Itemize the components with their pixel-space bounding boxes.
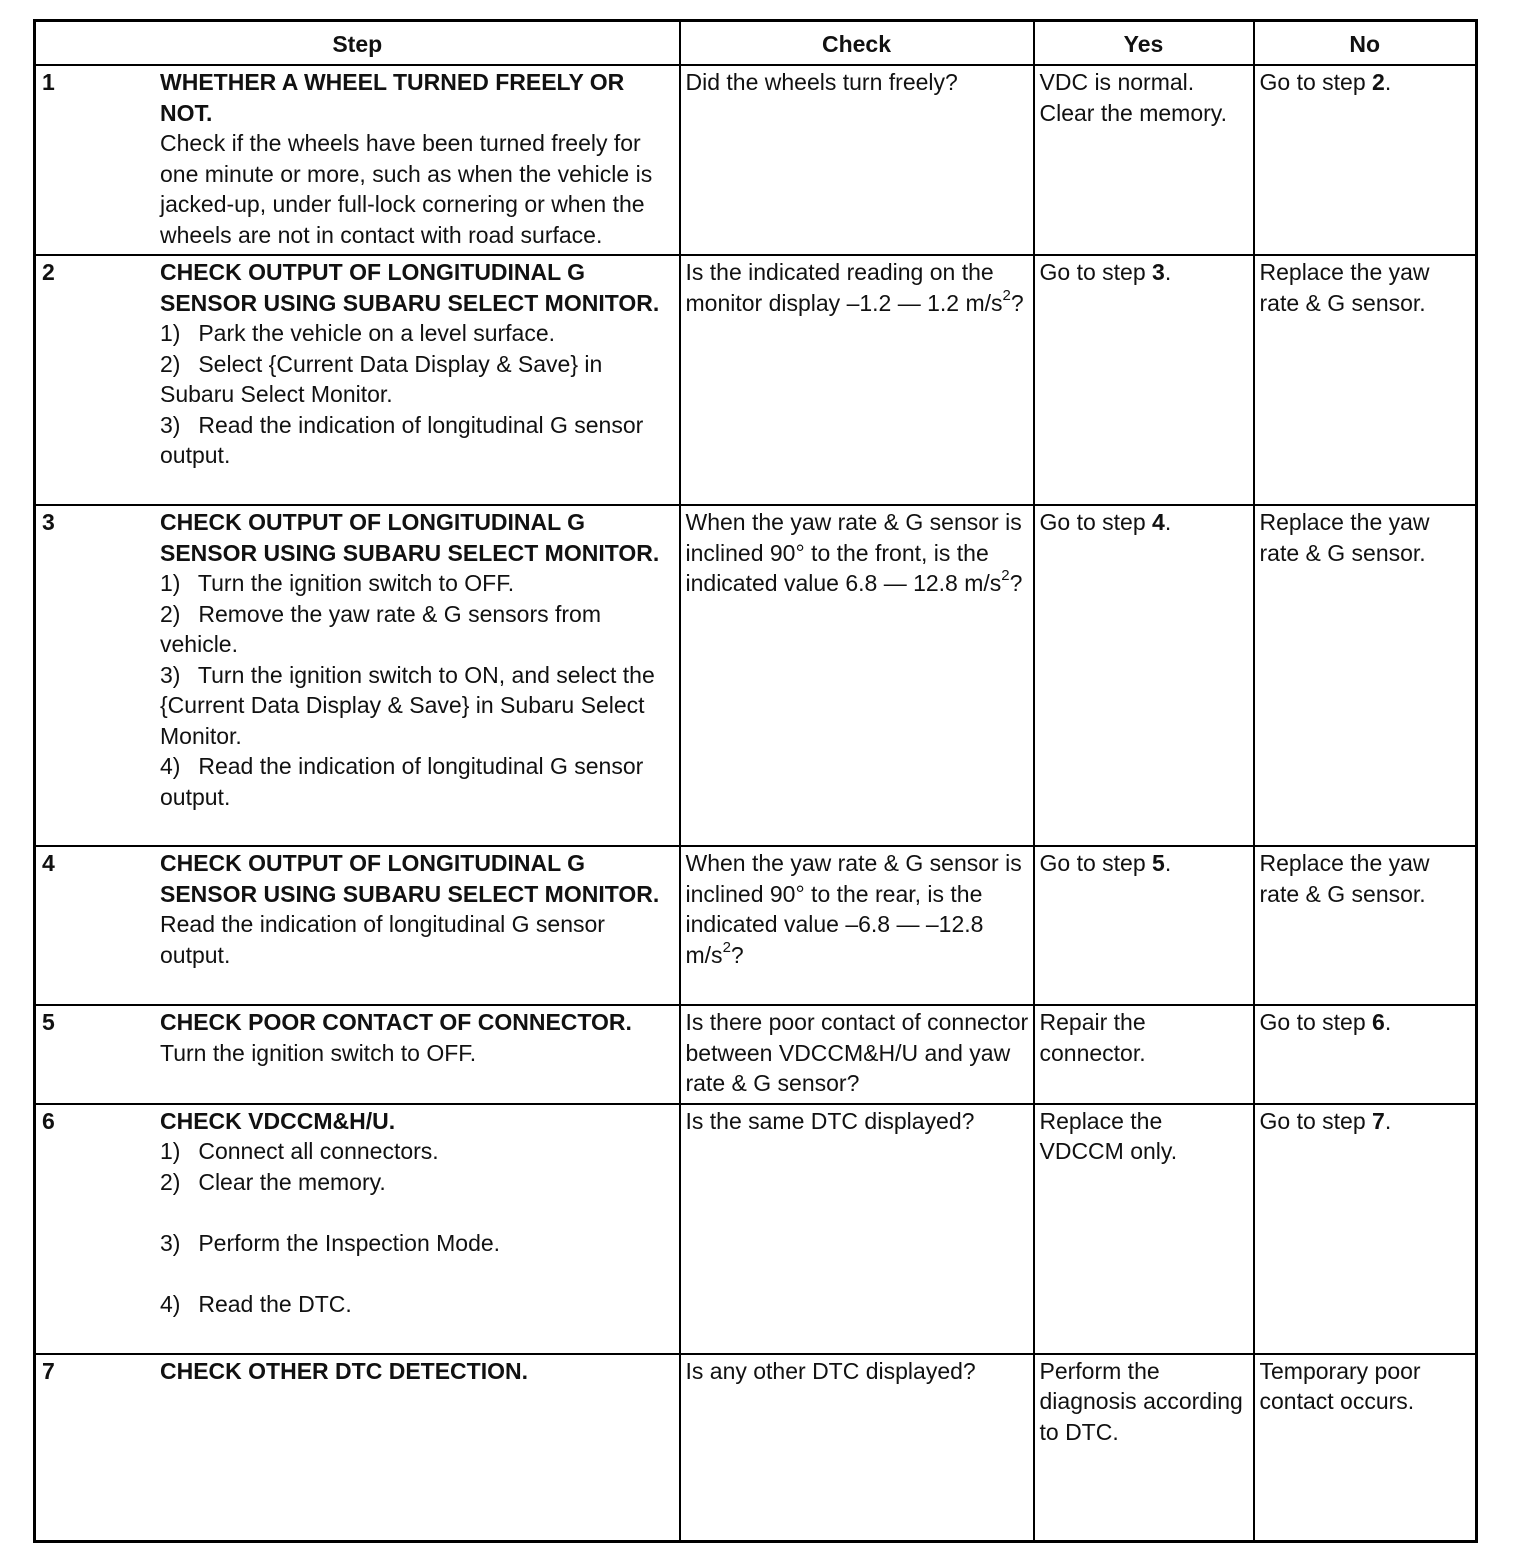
no-cell: Replace the yaw rate & G sensor. [1254, 255, 1477, 505]
step-title: CHECK VDCCM&H/U. [160, 1107, 396, 1134]
step-ref: 3 [1152, 259, 1165, 285]
no-suffix: . [1384, 1107, 1392, 1134]
unit-exponent: 2 [1001, 567, 1010, 585]
table-row [35, 65, 1477, 255]
step-number: 4 [42, 850, 55, 876]
step-line: Read the indication of longitudinal G sensor output. [160, 911, 605, 968]
unit-exponent: 2 [1002, 286, 1011, 304]
check-cell: Is the same DTC displayed? [680, 1104, 1034, 1354]
step-title: CHECK POOR CONTACT OF CONNECTOR. [160, 1009, 632, 1035]
step-ref: 4 [1152, 509, 1165, 535]
table-row [35, 846, 1477, 1005]
no-text: Go to step [1259, 1107, 1373, 1134]
yes-text: Go to step [1039, 259, 1153, 285]
step-line: 2) Clear the memory. [160, 1168, 386, 1195]
step-line: 3) Read the indication of longitudinal G sensor output. [160, 411, 644, 468]
check-end: ? [730, 941, 744, 968]
step-cell [35, 1354, 680, 1542]
header-no: No [1254, 21, 1477, 66]
step-number: 2 [42, 259, 55, 285]
step-number: 6 [42, 1107, 55, 1134]
yes-cell [1034, 255, 1254, 505]
yes-cell [1034, 846, 1254, 1005]
no-cell: Replace the yaw rate & G sensor. [1254, 846, 1477, 1005]
step-line: 3) Turn the ignition switch to ON, and select the {Current Data Display & Save} in Subaru Select Monitor. [160, 661, 655, 749]
step-ref: 6 [1372, 1009, 1385, 1035]
table-row [35, 255, 1477, 505]
no-cell: Temporary poor contact occurs. [1254, 1354, 1477, 1542]
yes-cell: Replace the VDCCM only. [1034, 1104, 1254, 1354]
check-cell [680, 255, 1034, 505]
step-ref: 2 [1372, 69, 1385, 95]
step-number: 5 [42, 1009, 55, 1035]
step-line: Turn the ignition switch to OFF. [160, 1039, 477, 1066]
step-cell [35, 846, 680, 1005]
no-suffix: . [1384, 1009, 1392, 1035]
step-title: WHETHER A WHEEL TURNED FREELY OR NOT. [160, 69, 625, 126]
step-number: 1 [42, 69, 55, 95]
yes-suffix: . [1164, 259, 1172, 285]
yes-suffix: . [1164, 850, 1172, 876]
header-check: Check [680, 21, 1034, 66]
yes-suffix: . [1164, 509, 1172, 535]
header-step: Step [35, 21, 680, 66]
header-yes: Yes [1034, 21, 1254, 66]
check-end: ? [1009, 570, 1023, 596]
yes-cell: Perform the diagnosis according to DTC. [1034, 1354, 1254, 1542]
step-line: Check if the wheels have been turned freely for one minute or more, such as when the vehicle is jacked-up, under full-lock cornering or when the wheels are not in contact with road surface. [160, 130, 653, 248]
step-line: 2) Select {Current Data Display & Save} in Subaru Select Monitor. [160, 350, 603, 407]
step-cell [35, 255, 680, 505]
step-cell [35, 1104, 680, 1354]
yes-cell: Repair the connector. [1034, 1005, 1254, 1104]
step-title: CHECK OUTPUT OF LONGITUDINAL G SENSOR USING SUBARU SELECT MONITOR. [160, 259, 660, 316]
step-number: 3 [42, 509, 55, 535]
no-suffix: . [1384, 69, 1392, 95]
step-title: CHECK OUTPUT OF LONGITUDINAL G SENSOR USING SUBARU SELECT MONITOR. [160, 509, 660, 566]
check-text: Is the indicated reading on the monitor display –1.2 — 1.2 m/s [685, 259, 1003, 316]
step-title: CHECK OTHER DTC DETECTION. [160, 1357, 528, 1384]
no-text: Go to step [1259, 1009, 1373, 1035]
step-line: 1) Park the vehicle on a level surface. [160, 320, 556, 346]
step-ref: 7 [1372, 1107, 1385, 1134]
yes-text: Go to step [1039, 850, 1153, 876]
diagnostic-procedure-table [33, 19, 1478, 1543]
check-text: When the yaw rate & G sensor is inclined 90° to the front, is the indicated value 6.8 — 12.8 m/s [685, 509, 1022, 596]
check-text: When the yaw rate & G sensor is inclined 90° to the rear, is the indicated value –6.8 — –12.8 m/s [685, 850, 1022, 968]
header-row [35, 21, 1477, 66]
table-row [35, 505, 1477, 846]
table-row [35, 1104, 1477, 1354]
no-cell: Replace the yaw rate & G sensor. [1254, 505, 1477, 846]
yes-cell: VDC is normal. Clear the memory. [1034, 65, 1254, 255]
step-line: 2) Remove the yaw rate & G sensors from vehicle. [160, 600, 601, 657]
step-line: 4) Read the indication of longitudinal G sensor output. [160, 753, 644, 810]
no-cell [1254, 1005, 1477, 1104]
check-cell [680, 846, 1034, 1005]
check-cell: Is there poor contact of connector between VDCCM&H/U and yaw rate & G sensor? [680, 1005, 1034, 1104]
step-line: 4) Read the DTC. [160, 1290, 352, 1317]
step-cell [35, 1005, 680, 1104]
no-text: Go to step [1259, 69, 1373, 95]
table-row [35, 1354, 1477, 1542]
table-row [35, 1005, 1477, 1104]
step-line: 1) Turn the ignition switch to OFF. [160, 570, 515, 596]
check-end: ? [1010, 289, 1024, 316]
step-line: 3) Perform the Inspection Mode. [160, 1229, 501, 1256]
no-cell [1254, 1104, 1477, 1354]
step-cell [35, 505, 680, 846]
step-title: CHECK OUTPUT OF LONGITUDINAL G SENSOR USING SUBARU SELECT MONITOR. [160, 850, 660, 907]
check-cell: Did the wheels turn freely? [680, 65, 1034, 255]
check-cell [680, 505, 1034, 846]
step-ref: 5 [1152, 850, 1165, 876]
unit-exponent: 2 [722, 938, 731, 956]
yes-cell [1034, 505, 1254, 846]
step-line: 1) Connect all connectors. [160, 1138, 439, 1164]
step-cell [35, 65, 680, 255]
no-cell [1254, 65, 1477, 255]
check-cell: Is any other DTC displayed? [680, 1354, 1034, 1542]
yes-text: Go to step [1039, 509, 1153, 535]
step-number: 7 [42, 1357, 55, 1384]
